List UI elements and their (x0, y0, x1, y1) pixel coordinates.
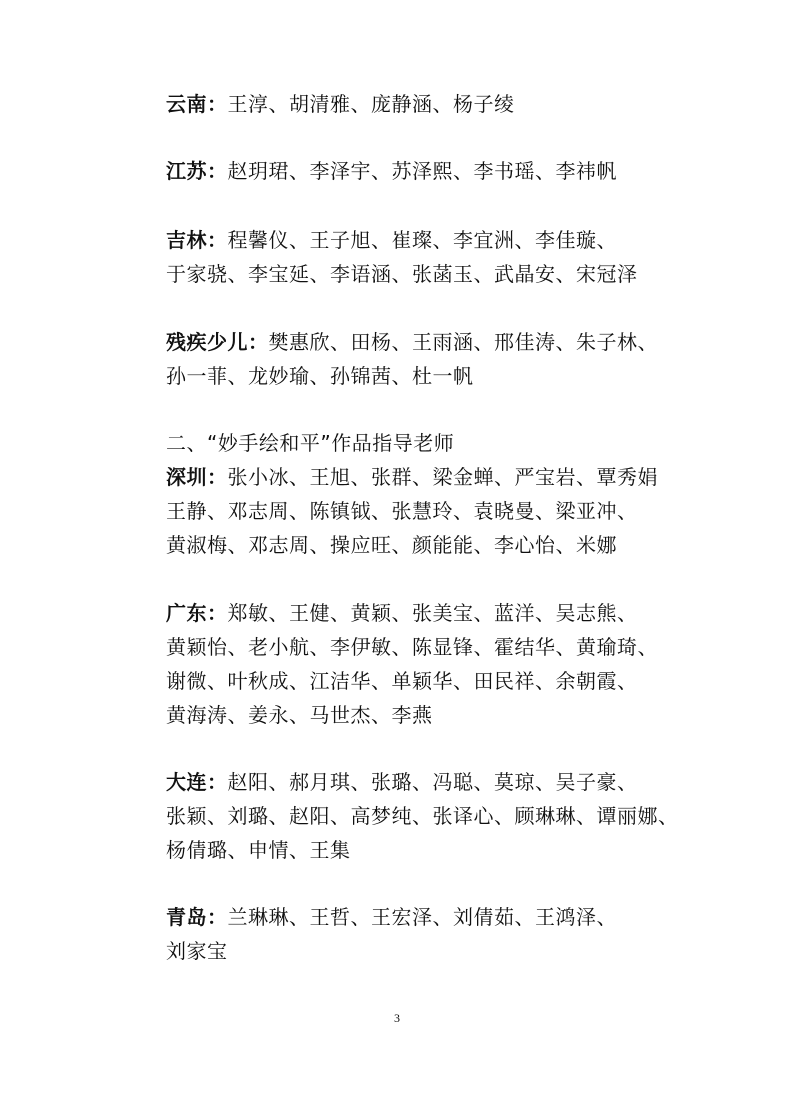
name-list-line: 杨倩璐、申情、王集 (166, 838, 351, 862)
name-list-line: 王淳、胡清雅、庞静涵、杨子绫 (227, 92, 515, 116)
section-label: 青岛： (166, 905, 228, 929)
section-dalian (166, 768, 706, 796)
section-heading: 二、“妙手绘和平”作品指导老师 (166, 431, 455, 455)
section-label: 残疾少儿： (166, 330, 269, 354)
name-list-line: 刘家宝 (166, 939, 228, 963)
name-list-line: 谢微、叶秋成、江洁华、单颖华、田民祥、余朝霞、 (166, 669, 638, 693)
section-jiangsu (166, 157, 706, 185)
section-label: 大连： (166, 770, 228, 794)
section-label: 深圳： (166, 465, 228, 489)
name-list-line: 赵阳、郝月琪、张璐、冯聪、莫琼、吴子豪、 (227, 770, 638, 794)
name-list-line: 黄淑梅、邓志周、操应旺、颜能能、李心怡、米娜 (166, 533, 617, 557)
name-list-line: 王静、邓志周、陈镇钺、张慧玲、袁晓曼、梁亚冲、 (166, 499, 638, 523)
section-jilin (166, 226, 706, 254)
name-list-line: 于家骁、李宝延、李语涵、张菡玉、武晶安、宋冠泽 (166, 262, 638, 286)
name-list-line: 兰琳琳、王哲、王宏泽、刘倩茹、王鸿泽、 (227, 905, 617, 929)
section-shenzhen (166, 463, 706, 491)
name-list-line: 孙一菲、龙妙瑜、孙锦茜、杜一帆 (166, 364, 474, 388)
name-list-line: 赵玥珺、李泽宇、苏泽熙、李书瑶、李祎帆 (227, 159, 617, 183)
name-list-line: 黄海涛、姜永、马世杰、李燕 (166, 703, 433, 727)
name-list-line: 樊惠欣、田杨、王雨涵、邢佳涛、朱子林、 (268, 330, 658, 354)
section-label: 广东： (166, 601, 228, 625)
page-number: 3 (394, 1011, 400, 1025)
name-list-line: 郑敏、王健、黄颖、张美宝、蓝洋、吴志熊、 (227, 601, 638, 625)
section-label: 云南： (166, 92, 228, 116)
name-list-line: 张小冰、王旭、张群、梁金蝉、严宝岩、覃秀娟 (227, 465, 658, 489)
section-label: 江苏： (166, 159, 228, 183)
name-list-line: 程馨仪、王子旭、崔璨、李宜洲、李佳璇、 (227, 228, 617, 252)
section-disabled-children (166, 328, 706, 356)
section-qingdao (166, 903, 706, 931)
section-guangdong (166, 599, 706, 627)
name-list-line: 黄颖怡、老小航、李伊敏、陈显锋、霍结华、黄瑜琦、 (166, 635, 658, 659)
section-label: 吉林： (166, 228, 228, 252)
section-yunnan (166, 90, 706, 118)
name-list-line: 张颖、刘璐、赵阳、高梦纯、张译心、顾琳琳、谭丽娜、 (166, 804, 679, 828)
